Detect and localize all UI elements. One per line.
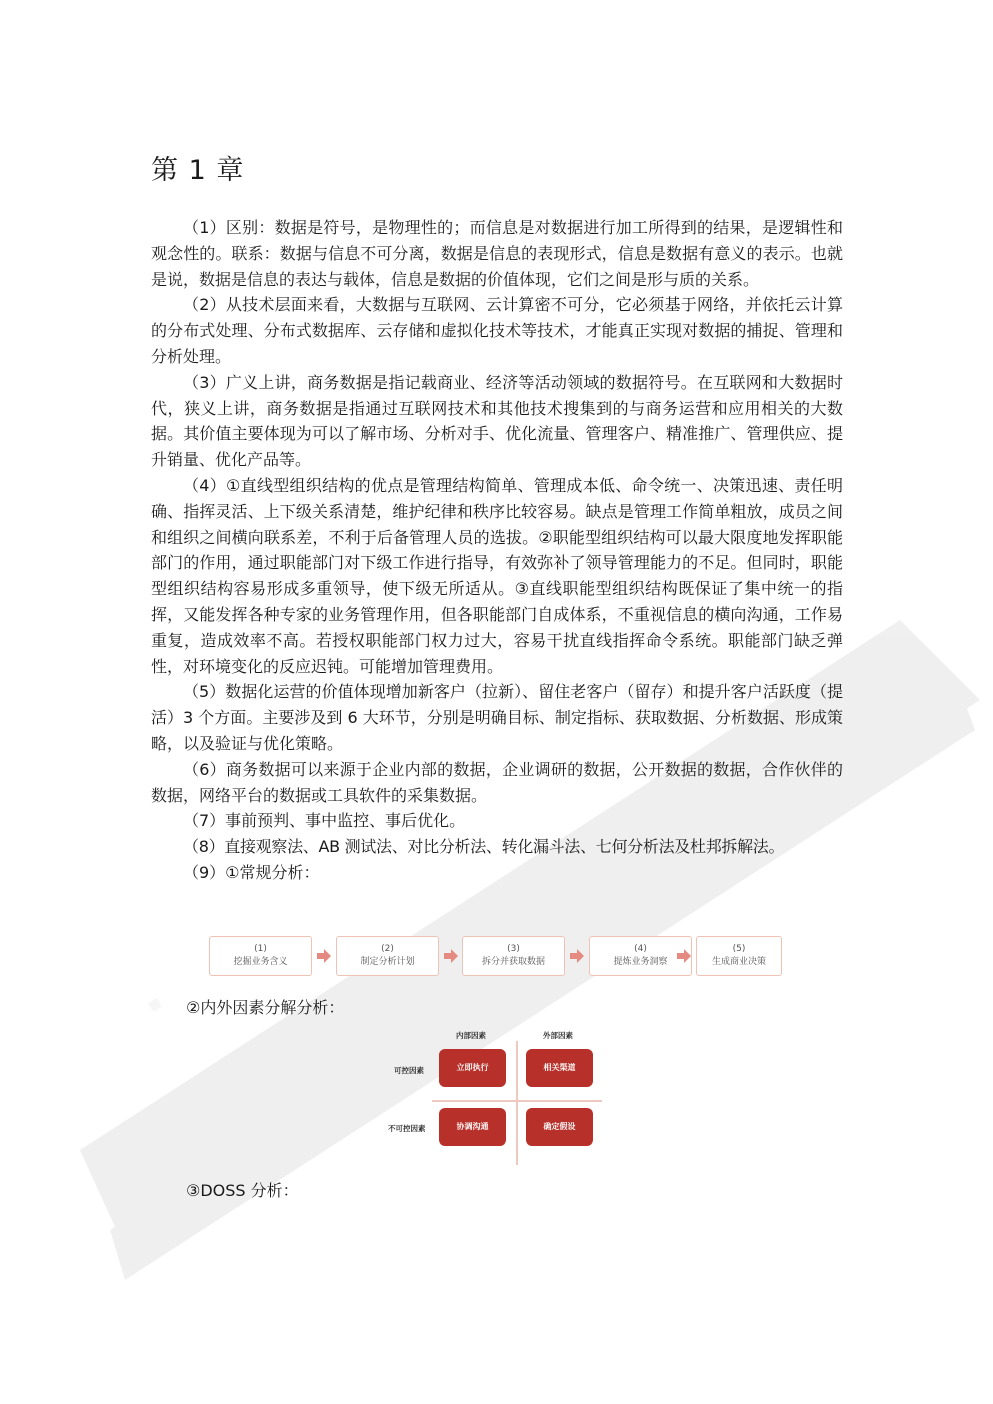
quadrant-cell-execute-now: 立即执行 xyxy=(439,1049,506,1087)
chapter-title: 第 1 章 xyxy=(151,155,245,186)
subheading-doss: ③DOSS 分析： xyxy=(186,1181,299,1200)
arrow-right-icon xyxy=(444,949,458,963)
paragraph-4: （4）①直线型组织结构的优点是管理结构简单、管理成本低、命令统一、决策迅速、责任明确、指挥灵活、上下级关系清楚，维护纪律和秩序比较容易。缺点是管理工作简单粗放，成员之间和组织之间横向联系差，不利于后备管理人员的选拔。②职能型组织结构可以最大限度地发挥职能部门的作用，通过职能部门对下级工作进行指导，有效弥补了领导管理能力的不足。但同时，职能型组织结构容易形成多重领导，使下级无所适从。③直线职能型组织结构既保证了集中统一的指挥，又能发挥各种专家的业务管理作用，但各职能部门自成体系，不重视信息的横向沟通，工作易重复，造成效率不高。若授权职能部门权力过大，容易干扰直线指挥命令系统。职能部门缺乏弹性，对环境变化的反应迟钝。可能增加管理费用。 xyxy=(151,475,843,676)
flow-step-3-label: 拆分并获取数据 xyxy=(481,957,545,967)
flow-step-4-label: 提炼业务洞察 xyxy=(613,957,668,967)
arrow-right-icon xyxy=(570,949,584,963)
paragraph-3: （3）广义上讲，商务数据是指记载商业、经济等活动领域的数据符号。在互联网和大数据时代，狭义上讲，商务数据是指通过互联网技术和其他技术搜集到的与商务运营和应用相关的大数据。其价值主要体现为可以了解市场、分析对手、优化流量、管理客户、精准推广、管理供应、提升销量、优化产品等。 xyxy=(151,372,843,470)
paragraph-1: （1）区别：数据是符号，是物理性的；而信息是对数据进行加工所得到的结果，是逻辑性和观念性的。联系：数据与信息不可分离，数据是信息的表现形式，信息是数据有意义的表示。也就是说，数据是信息的表达与载体，信息是数据的价值体现，它们之间是形与质的关系。 xyxy=(151,218,843,289)
flow-step-3-num: (3) xyxy=(507,944,520,954)
subheading-internal-external: ②内外因素分解分析： xyxy=(186,998,345,1017)
arrow-right-icon xyxy=(677,949,691,963)
flow-step-4-num: (4) xyxy=(634,944,647,954)
flow-step-3 xyxy=(462,936,565,976)
flow-step-1-num: (1) xyxy=(254,944,267,954)
arrow-right-icon xyxy=(317,949,331,963)
flow-step-2-num: (2) xyxy=(381,944,394,954)
quadrant-divider-vertical xyxy=(516,1041,518,1165)
row-header-controllable: 可控因素 xyxy=(394,1066,424,1075)
flow-step-2 xyxy=(336,936,439,976)
flow-step-1 xyxy=(209,936,312,976)
paragraph-7: （7）事前预判、事中监控、事后优化。 xyxy=(183,811,466,831)
paragraph-9: （9）①常规分析： xyxy=(183,862,320,882)
flow-step-1-label: 挖掘业务含义 xyxy=(233,957,288,967)
flow-step-5-num: (5) xyxy=(732,944,746,954)
paragraph-2: （2）从技术层面来看，大数据与互联网、云计算密不可分，它必须基于网络，并依托云计算的分布式处理、分布式数据库、云存储和虚拟化技术等技术，才能真正实现对数据的捕捉、管理和分析处理。 xyxy=(151,295,843,366)
paragraph-6: （6）商务数据可以来源于企业内部的数据，企业调研的数据，公开数据的数据，合作伙伴的数据，网络平台的数据或工具软件的采集数据。 xyxy=(151,759,843,805)
paragraph-8: （8）直接观察法、AB 测试法、对比分析法、转化漏斗法、七何分析法及杜邦拆解法。 xyxy=(183,837,785,857)
col-header-external: 外部因素 xyxy=(543,1031,573,1040)
paragraph-5: （5）数据化运营的价值体现增加新客户（拉新）、留住老客户（留存）和提升客户活跃度（提活）3 个方面。主要涉及到 6 大环节，分别是明确目标、制定指标、获取数据、分析数据、形成策略，以及验证与优化策略。 xyxy=(151,682,843,753)
quadrant-cell-related-channels: 相关渠道 xyxy=(526,1049,593,1087)
flow-step-5 xyxy=(696,936,782,976)
internal-external-quadrant xyxy=(380,1026,620,1171)
routine-analysis-flow xyxy=(209,936,784,978)
flow-step-2-label: 制定分析计划 xyxy=(360,957,415,967)
quadrant-cell-coordinate: 协调沟通 xyxy=(439,1108,506,1146)
quadrant-cell-hypothesis: 确定假设 xyxy=(526,1108,593,1146)
quadrant-divider-horizontal xyxy=(432,1100,602,1102)
row-header-uncontrollable: 不可控因素 xyxy=(388,1124,426,1133)
col-header-internal: 内部因素 xyxy=(456,1031,486,1040)
flow-step-5-label: 生成商业决策 xyxy=(711,957,766,967)
answer-body xyxy=(151,215,843,886)
